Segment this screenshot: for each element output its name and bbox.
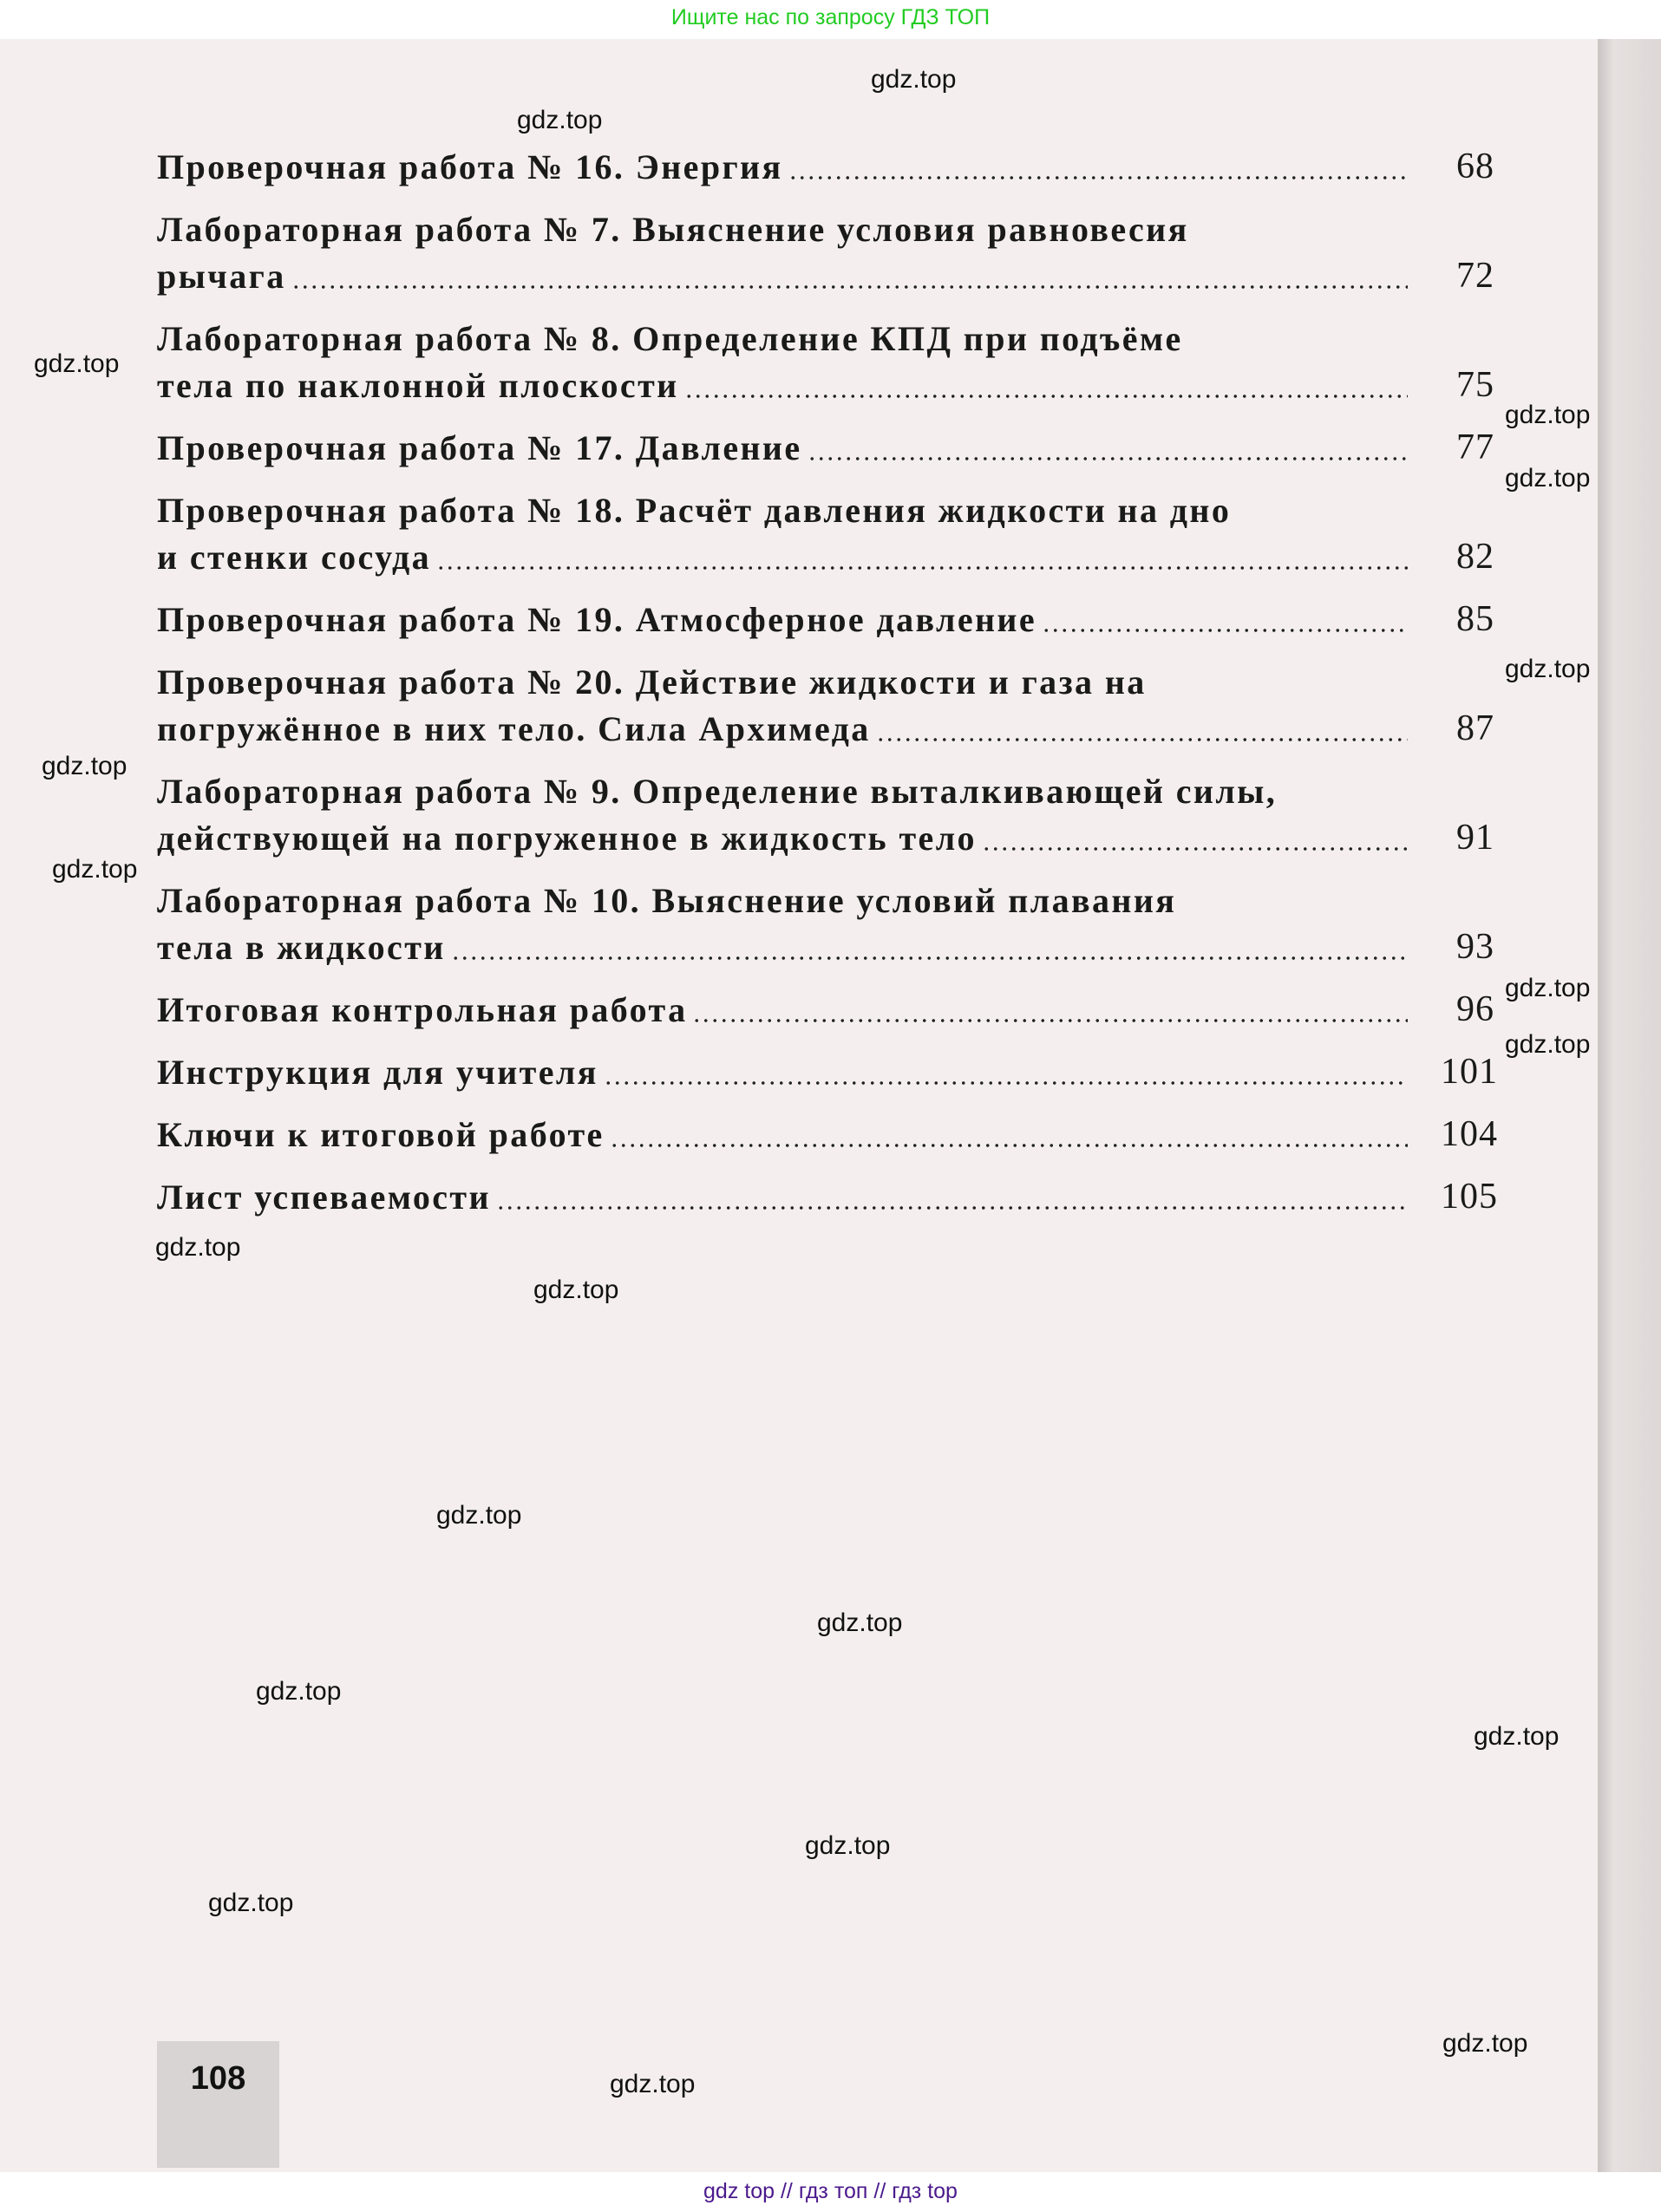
toc-entry-title: тела по наклонной плоскости [157,365,679,405]
watermark: gdz.top [256,1677,342,1706]
toc-entry [157,1048,1498,1095]
toc-line [157,533,1494,580]
toc-entry [157,315,1494,408]
toc-page-number: 105 [1441,1177,1498,1217]
watermark: gdz.top [1505,974,1591,1002]
watermark: gdz.top [871,65,957,94]
watermark: gdz.top [155,1233,241,1262]
dot-leader [451,930,1408,964]
dot-leader [291,258,1408,293]
dot-leader [1042,602,1408,636]
toc-entry [157,658,1494,752]
toc-entry-title: тела в жидкости [157,927,446,967]
toc-line [157,252,1494,299]
toc-entry [157,143,1494,190]
toc-page-number: 91 [1456,818,1494,858]
watermark: gdz.top [517,106,603,134]
watermark: gdz.top [533,1276,619,1304]
dot-leader [876,711,1408,746]
dot-leader [982,820,1408,855]
toc-entry-title: Лабораторная работа № 7. Выяснение условия равновесия [157,209,1189,249]
watermark: gdz.top [42,752,128,780]
toc-page-number: 85 [1456,599,1494,639]
toc-page-number: 104 [1441,1114,1498,1154]
watermark: gdz.top [1505,464,1591,493]
watermark: gdz.top [52,855,138,884]
toc-page-number: 93 [1456,927,1494,967]
toc-line [157,206,1494,252]
page-number: 108 [190,2060,246,2097]
watermark: gdz.top [817,1608,903,1637]
toc-entry [157,206,1494,299]
toc-line [157,923,1494,970]
toc-entry-title: рычага [157,256,286,296]
toc-entry [157,767,1494,861]
dot-leader [496,1179,1408,1214]
toc-entry-title: Итоговая контрольная работа [157,989,688,1029]
toc-entry [157,877,1494,970]
toc-line [157,1048,1498,1095]
toc-entry-title: Проверочная работа № 18. Расчёт давления жидкости на дно [157,490,1232,530]
toc-page-number: 72 [1456,256,1494,296]
table-of-contents [157,143,1498,1220]
toc-line [157,767,1494,814]
dot-leader [788,149,1408,184]
watermark: gdz.top [436,1501,522,1530]
toc-entry-title: Проверочная работа № 16. Энергия [157,147,783,186]
toc-line [157,814,1494,861]
dot-leader [684,368,1408,402]
toc-entry [157,424,1494,471]
toc-line [157,143,1494,190]
dot-leader [436,539,1408,574]
watermark: gdz.top [1442,2029,1528,2058]
toc-entry [157,486,1494,580]
watermark: gdz.top [1505,1030,1591,1059]
watermark: gdz.top [34,349,120,378]
toc-entry-title: Проверочная работа № 17. Давление [157,427,802,467]
toc-line [157,705,1494,752]
top-banner-text: Ищите нас по запросу ГДЗ ТОП [670,5,991,29]
toc-line [157,424,1494,471]
watermark: gdz.top [805,1831,891,1860]
toc-entry-title: Лабораторная работа № 8. Определение КПД при подъёме [157,318,1183,358]
toc-entry-title: Лабораторная работа № 10. Выяснение условий плавания [157,880,1177,920]
toc-entry-title: действующей на погруженное в жидкость тело [157,818,977,858]
dot-leader [692,992,1408,1027]
page-number-box [157,2041,279,2168]
dot-leader [604,1054,1408,1089]
toc-line [157,877,1494,923]
watermark: gdz.top [610,2070,696,2098]
toc-entry-title: Ключи к итоговой работе [157,1114,605,1154]
toc-entry [157,1173,1498,1220]
toc-line [157,658,1494,705]
toc-entry [157,1111,1498,1158]
toc-page-number: 87 [1456,708,1494,748]
watermark: gdz.top [1505,401,1591,429]
toc-entry-title: Проверочная работа № 19. Атмосферное давление [157,599,1037,639]
toc-line [157,1173,1498,1220]
toc-line [157,362,1494,408]
toc-line [157,1111,1498,1158]
watermark: gdz.top [1505,655,1591,683]
toc-line [157,596,1494,643]
toc-entry [157,986,1494,1033]
watermark: gdz.top [1474,1722,1560,1751]
toc-entry-title: погружённое в них тело. Сила Архимеда [157,708,871,748]
bottom-banner [0,2172,1661,2212]
toc-entry [157,596,1494,643]
toc-entry-title: Проверочная работа № 20. Действие жидкости и газа на [157,662,1147,701]
toc-page-number: 82 [1456,537,1494,577]
toc-line [157,315,1494,362]
toc-page-number: 68 [1456,147,1494,186]
page-edge-shadow [1598,39,1661,2172]
bottom-banner-text: gdz top // гдз топ // гдз top [703,2179,958,2203]
toc-entry-title: Инструкция для учителя [157,1052,598,1092]
dot-leader [808,430,1408,465]
toc-entry-title: Лист успеваемости [157,1177,491,1217]
toc-line [157,986,1494,1033]
toc-entry-title: и стенки сосуда [157,537,432,577]
toc-page-number: 77 [1456,427,1494,467]
toc-entry-title: Лабораторная работа № 9. Определение выталкивающей силы, [157,771,1278,811]
watermark: gdz.top [208,1889,294,1917]
dot-leader [610,1117,1408,1152]
toc-page-number: 96 [1456,989,1494,1029]
top-banner [0,0,1661,39]
toc-page-number: 101 [1441,1052,1498,1092]
toc-page-number: 75 [1456,365,1494,405]
toc-line [157,486,1494,533]
